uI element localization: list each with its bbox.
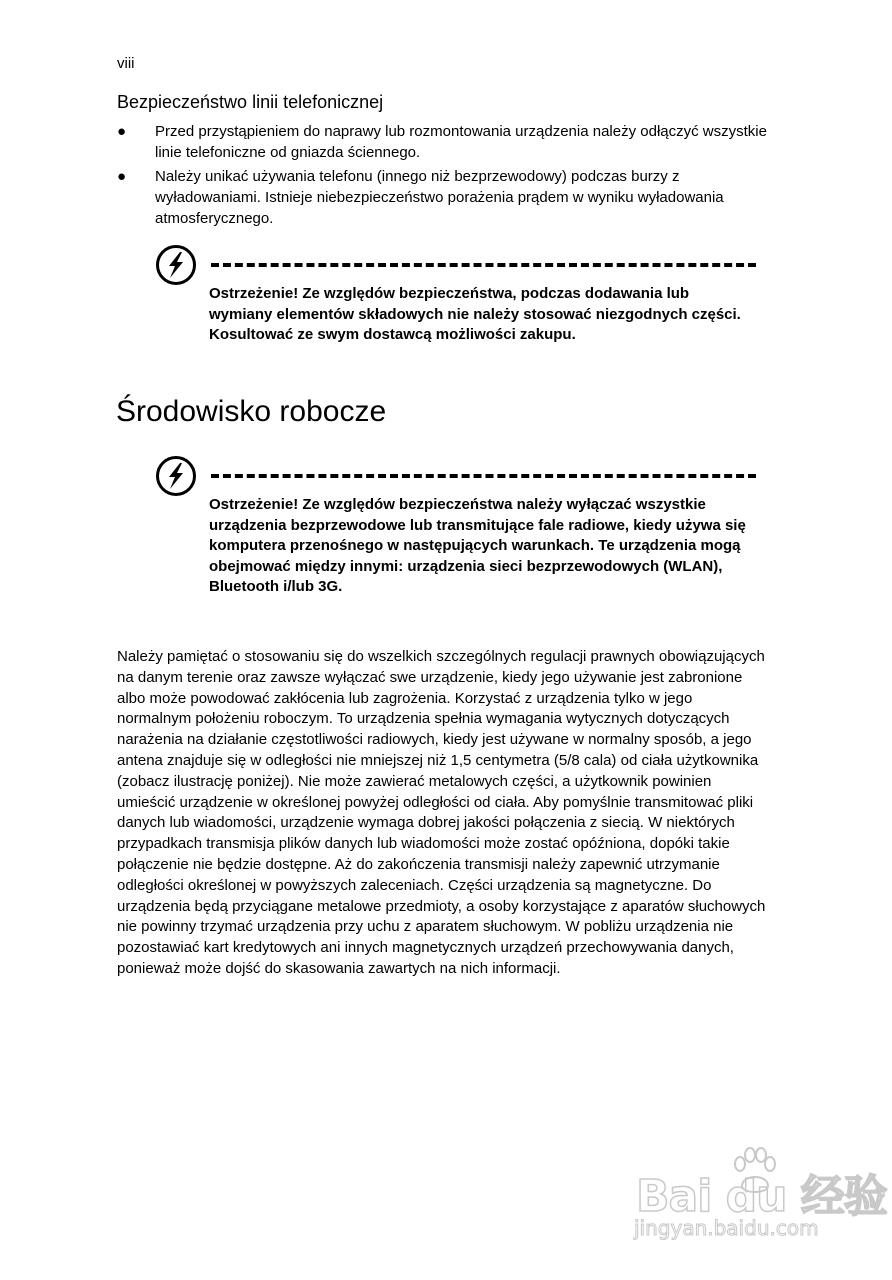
lightning-warning-icon bbox=[155, 244, 197, 286]
warning-text: Ostrzeżenie! Ze względów bezpieczeństwa należy wyłączać wszystkie urządzenia bezprzewodowe lub transmitujące fale radiowe, kiedy używa się komputera przenośnego w następujących warunkach. Te urządzenia mogą obejmować między innymi: urządzenia sieci bezprzewodowych (WLAN), Bluetooth i/lub 3G. bbox=[209, 496, 746, 596]
list-item-text: Przed przystąpieniem do naprawy lub rozmontowania urządzenia należy odłączyć wszystkie linie telefoniczne od gniazda ściennego. bbox=[155, 123, 767, 161]
bullet-icon: ● bbox=[117, 123, 127, 140]
list-item bbox=[117, 121, 767, 163]
watermark-url: jingyan.baidu.com bbox=[634, 1216, 819, 1240]
watermark-logo-text: Bai du 经验 bbox=[636, 1171, 887, 1222]
dashed-divider bbox=[211, 263, 756, 267]
list-item-text: Należy unikać używania telefonu (innego niż bezprzewodowy) podczas burzy z wyładowaniami. Istnieje niebezpieczeństwo porażenia prądem w wyniku wyładowania atmosferycznego. bbox=[155, 168, 724, 227]
page-number: viii bbox=[117, 55, 135, 72]
body-paragraph: Należy pamiętać o stosowaniu się do wszelkich szczególnych regulacji prawnych obowiązujących na danym terenie oraz zawsze wyłączać swe urządzenie, kiedy jego używanie jest zabronione albo może powodować zakłócenia lub zagrożenia. Korzystać z urządzenia tylko w jego normalnym położeniu roboczym. To urządzenia spełnia wymagania wytycznych dotyczących narażenia na działanie częstotliwości radiowych, kiedy jest używane w normalny sposób, a jego antena znajduje się w odległości nie mniejszej niż 1,5 centymetra (5/8 cala) od ciała użytkownika (zobacz ilustrację poniżej). Nie może zawierać metalowych części, a użytkownik powinien umieścić urządzenie w określonej powyżej odległości od ciała. Aby pomyślnie transmitować pliki danych lub wiadomości, urządzenie wymaga dobrej jakości połączenia z siecią. W niektórych przypadkach transmisja plików danych lub wiadomości może zostać opóźniona, dopóki takie połączenie nie będzie dostępne. Aż do zakończenia transmisji należy zapewnić utrzymanie odległości określonej w powyższych zaleceniach. Części urządzenia są magnetyczne. Do urządzenia będą przyciągane metalowe przedmioty, a osoby korzystające z aparatów słuchowych nie powinny trzymać urządzenia przy uchu z aparatem słuchowym. W pobliżu urządzenia nie pozostawiać kart kredytowych ani innych magnetycznych urządzeń przechowywania danych, ponieważ może dojść do skasowania zawartych na nich informacji. bbox=[117, 648, 766, 977]
telephone-safety-list bbox=[117, 121, 767, 232]
baidu-watermark bbox=[632, 1146, 887, 1256]
warning-text: Ostrzeżenie! Ze względów bezpieczeństwa, podczas dodawania lub wymiany elementów składowych nie należy stosować niezgodnych części. Kosultować ze swym dostawcą możliwości zakupu. bbox=[209, 285, 741, 344]
lightning-warning-icon bbox=[155, 455, 197, 497]
dashed-divider bbox=[211, 474, 756, 478]
telephone-safety-heading: Bezpieczeństwo linii telefonicznej bbox=[117, 92, 384, 112]
bullet-icon: ● bbox=[117, 168, 127, 185]
list-item bbox=[117, 166, 767, 229]
working-environment-heading: Środowisko robocze bbox=[116, 395, 387, 428]
